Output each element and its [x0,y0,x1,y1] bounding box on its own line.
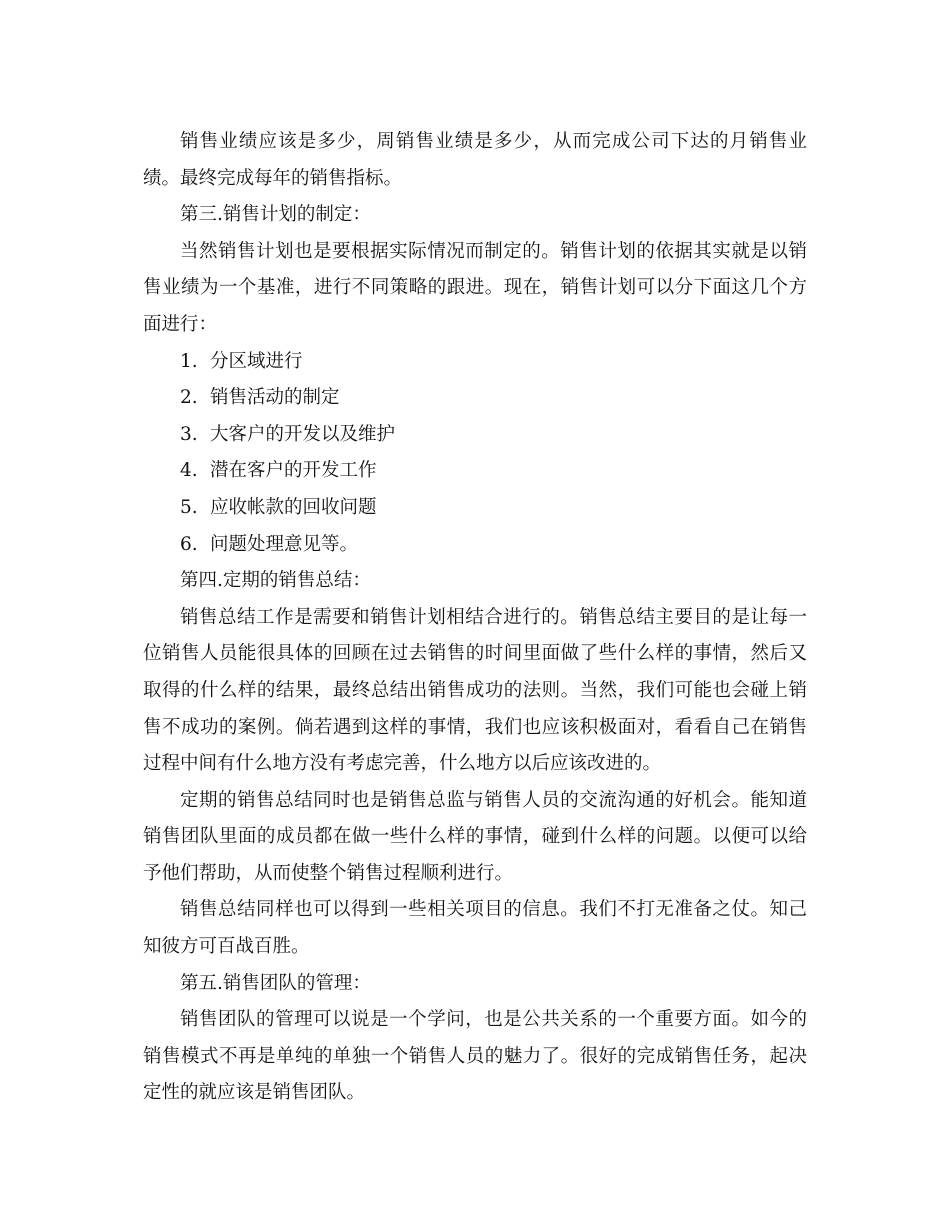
paragraph-sales-summary: 销售总结工作是需要和销售计划相结合进行的。销售总结主要目的是让每一位销售人员能很具体的回顾在过去销售的时间里面做了些什么样的事情，然后又取得的什么样的结果，最终总结出销售成功的法则。当然，我们可能也会碰上销售不成功的案例。倘若遇到这样的事情，我们也应该积极面对，看看自己在销售过程中间有什么地方没有考虑完善，什么地方以后应该改进的。 [143,606,807,775]
list-number: 5. [180,496,198,518]
list-number: 3. [180,423,198,445]
list-item [143,380,807,417]
heading-section-five: 第五.销售团队的管理： [180,972,371,994]
list-text: 大客户的开发以及维护 [210,423,396,445]
document-body [143,124,807,1112]
paragraph-team-management: 销售团队的管理可以说是一个学问，也是公共关系的一个重要方面。如今的销售模式不再是单纯的单独一个销售人员的魅力了。很好的完成销售任务，起决定性的就应该是销售团队。 [143,1009,807,1104]
list-number: 1. [180,350,198,372]
list-text: 分区域进行 [210,350,303,372]
list-number: 4. [180,460,198,482]
list-number: 6. [180,533,198,555]
list-item [143,527,807,564]
heading-section-four: 第四.定期的销售总结： [180,570,371,592]
list-text: 销售活动的制定 [210,387,340,409]
list-item [143,490,807,527]
list-item [143,453,807,490]
paragraph-summary-information: 销售总结同样也可以得到一些相关项目的信息。我们不打无准备之仗。知己知彼方可百战百胜。 [143,899,807,958]
list-text: 潜在客户的开发工作 [210,460,377,482]
list-text: 应收帐款的回收问题 [210,496,377,518]
paragraph-summary-communication: 定期的销售总结同时也是销售总监与销售人员的交流沟通的好机会。能知道销售团队里面的成员都在做一些什么样的事情，碰到什么样的问题。以便可以给予他们帮助，从而使整个销售过程顺利进行。 [143,789,807,884]
paragraph-sales-performance: 销售业绩应该是多少，周销售业绩是多少，从而完成公司下达的月销售业绩。最终完成每年的销售指标。 [143,131,807,189]
list-item [143,344,807,381]
heading-section-three: 第三.销售计划的制定： [180,204,371,226]
list-text: 问题处理意见等。 [210,533,359,555]
list-number: 2. [180,387,198,409]
paragraph-sales-plan: 当然销售计划也是要根据实际情况而制定的。销售计划的依据其实就是以销售业绩为一个基准，进行不同策略的跟进。现在，销售计划可以分下面这几个方面进行： [143,240,807,335]
list-item [143,417,807,454]
